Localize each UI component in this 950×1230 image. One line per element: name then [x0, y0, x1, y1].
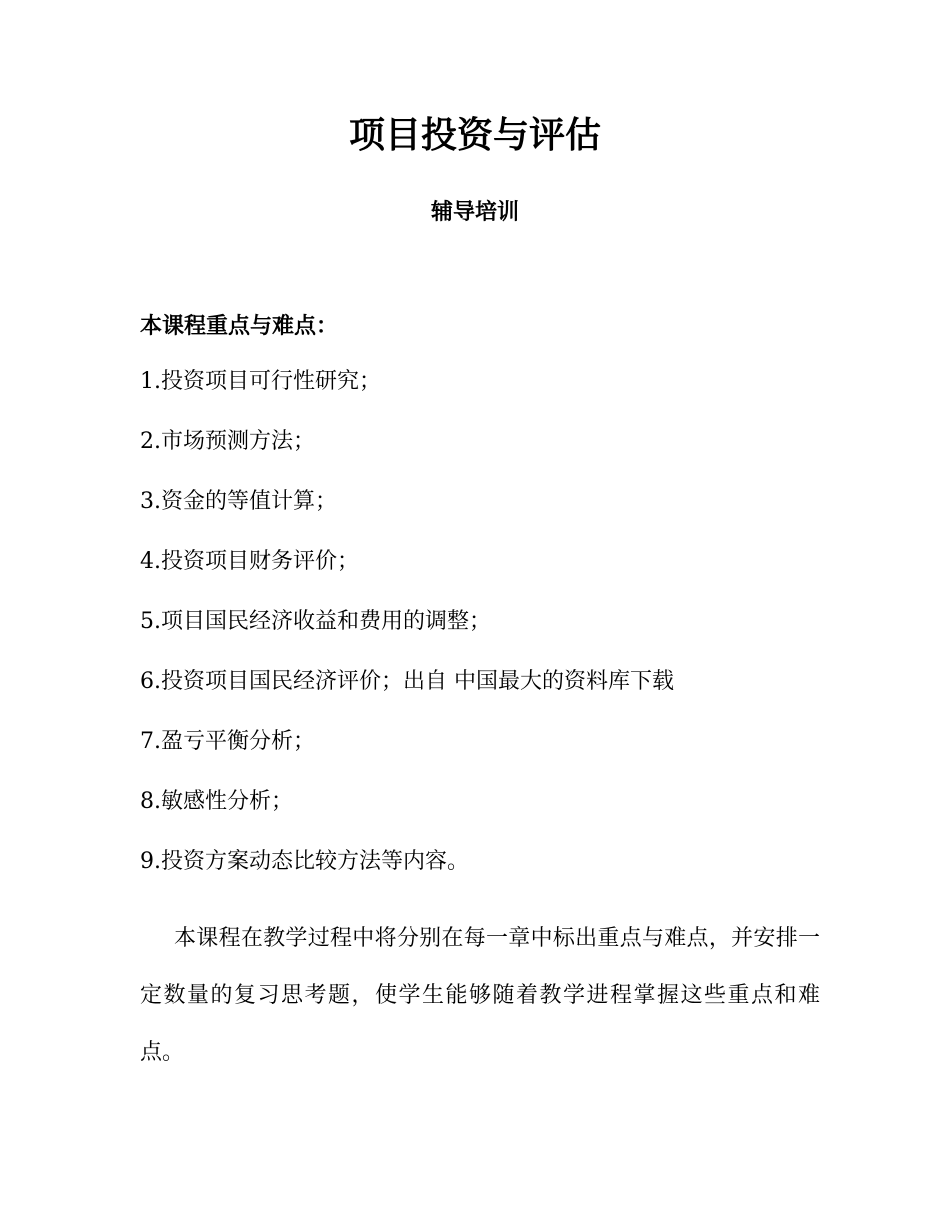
- list-item: 1.投资项目可行性研究；: [140, 369, 381, 394]
- list-item: 5.项目国民经济收益和费用的调整；: [140, 609, 491, 634]
- body-paragraph: 本课程在教学过程中将分别在每一章中标出重点与难点，并安排一定数量的复习思考题，使学生能够随着教学进程掌握这些重点和难点。: [140, 926, 820, 1065]
- key-points-list: [140, 367, 840, 907]
- list-item: 2.市场预测方法；: [140, 429, 315, 454]
- list-item: 8.敏感性分析；: [140, 789, 293, 814]
- document-subtitle: 辅导培训: [430, 200, 519, 225]
- list-item: 9.投资方案动态比较方法等内容。: [140, 849, 469, 874]
- list-item: 4.投资项目财务评价；: [140, 549, 359, 574]
- list-item: 6.投资项目国民经济评价；出自 中国最大的资料库下载: [140, 669, 674, 694]
- document-title: 项目投资与评估: [348, 115, 601, 156]
- section-heading: 本课程重点与难点：: [140, 314, 339, 339]
- list-item: 7.盈亏平衡分析；: [140, 729, 315, 754]
- list-item: 3.资金的等值计算；: [140, 489, 337, 514]
